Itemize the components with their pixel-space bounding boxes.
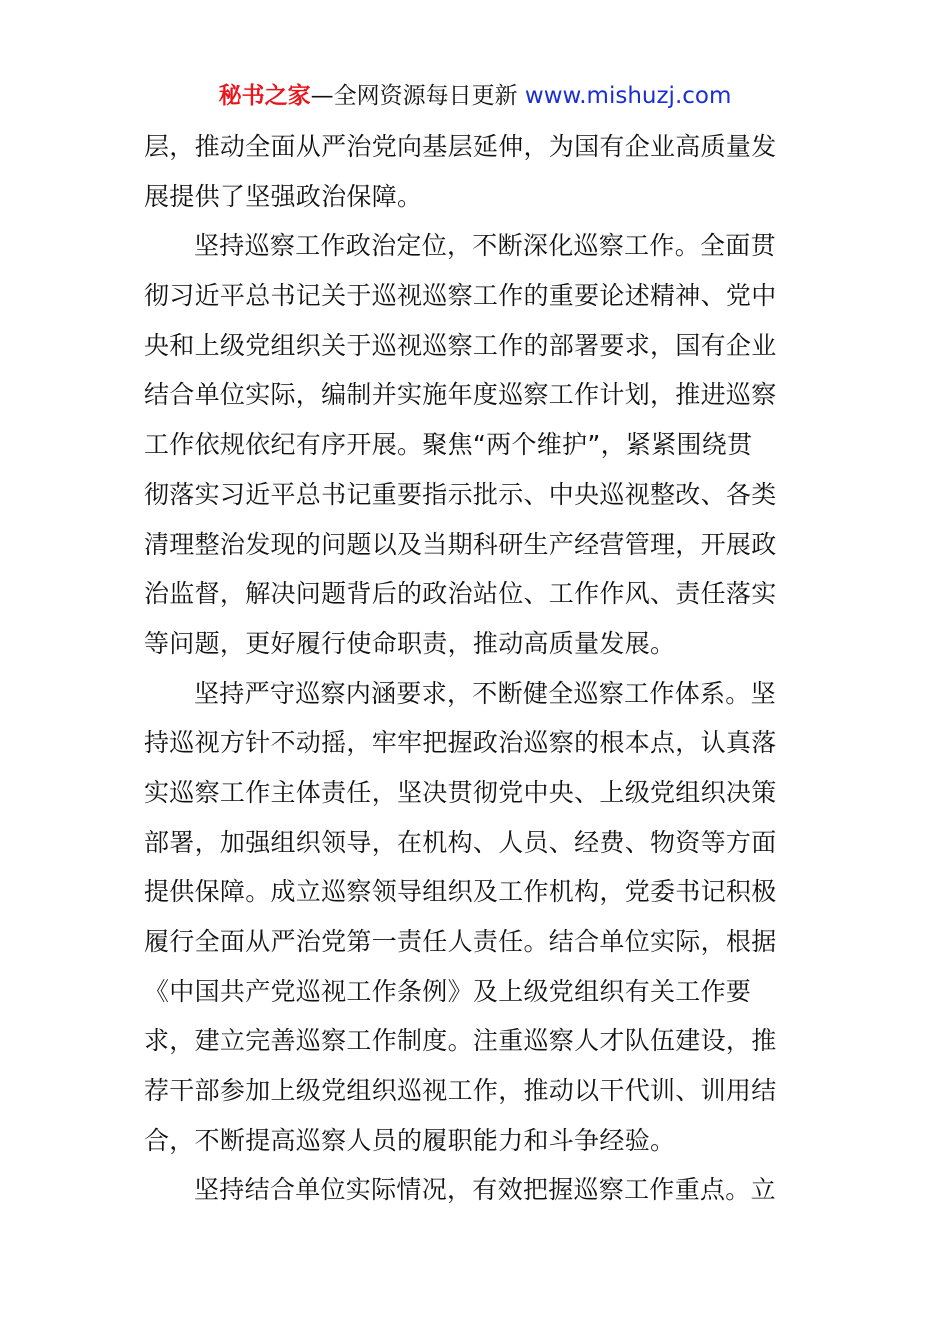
text-line: 结合单位实际，编制并实施年度巡察工作计划，推进巡察	[144, 380, 777, 410]
text-line: 治监督，解决问题背后的政治站位、工作作风、责任落实	[144, 579, 777, 609]
text-line: 清理整治发现的问题以及当期科研生产经营管理，开展政	[144, 529, 777, 559]
text-line: 荐干部参加上级党组织巡视工作，推动以干代训、训用结	[144, 1076, 777, 1106]
text-line: 彻落实习近平总书记重要指示批示、中央巡视整改、各类	[144, 479, 777, 509]
text-line: 展提供了坚强政治保障。	[144, 181, 423, 211]
text-line: 等问题，更好履行使命职责，推动高质量发展。	[144, 628, 676, 658]
text-line: 《中国共产党巡视工作条例》及上级党组织有关工作要	[144, 976, 752, 1006]
paragraph-first-line: 坚持巡察工作政治定位，不断深化巡察工作。全面贯	[194, 231, 776, 261]
site-brand: 秘书之家	[218, 83, 311, 109]
site-header	[0, 80, 950, 112]
text-line: 求，建立完善巡察工作制度。注重巡察人才队伍建设，推	[144, 1026, 777, 1056]
text-line: 工作依规依纪有序开展。聚焦“两个维护”，紧紧围绕贯	[144, 430, 753, 460]
text-line: 部署，加强组织领导，在机构、人员、经费、物资等方面	[144, 827, 777, 857]
text-line: 合，不断提高巡察人员的履职能力和斗争经验。	[144, 1125, 676, 1155]
paragraph-first-line: 坚持严守巡察内涵要求，不断健全巡察工作体系。坚	[194, 678, 776, 708]
paragraph-first-line: 坚持结合单位实际情况，有效把握巡察工作重点。立	[194, 1175, 776, 1205]
text-line: 央和上级党组织关于巡视巡察工作的部署要求，国有企业	[144, 330, 777, 360]
text-line: 层，推动全面从严治党向基层延伸，为国有企业高质量发	[144, 132, 777, 161]
document-body	[144, 122, 808, 1215]
text-line: 持巡视方针不动摇，牢牢把握政治巡察的根本点，认真落	[144, 728, 777, 758]
text-line: 实巡察工作主体责任，坚决贯彻党中央、上级党组织决策	[144, 777, 777, 807]
text-line: 履行全面从严治党第一责任人责任。结合单位实际，根据	[144, 927, 777, 956]
site-tagline: —全网资源每日更新	[310, 83, 525, 109]
text-line: 彻习近平总书记关于巡视巡察工作的重要论述精神、党中	[144, 281, 777, 311]
site-url-link[interactable]: www.mishuzj.com	[524, 83, 732, 109]
text-line: 提供保障。成立巡察领导组织及工作机构，党委书记积极	[144, 877, 777, 907]
